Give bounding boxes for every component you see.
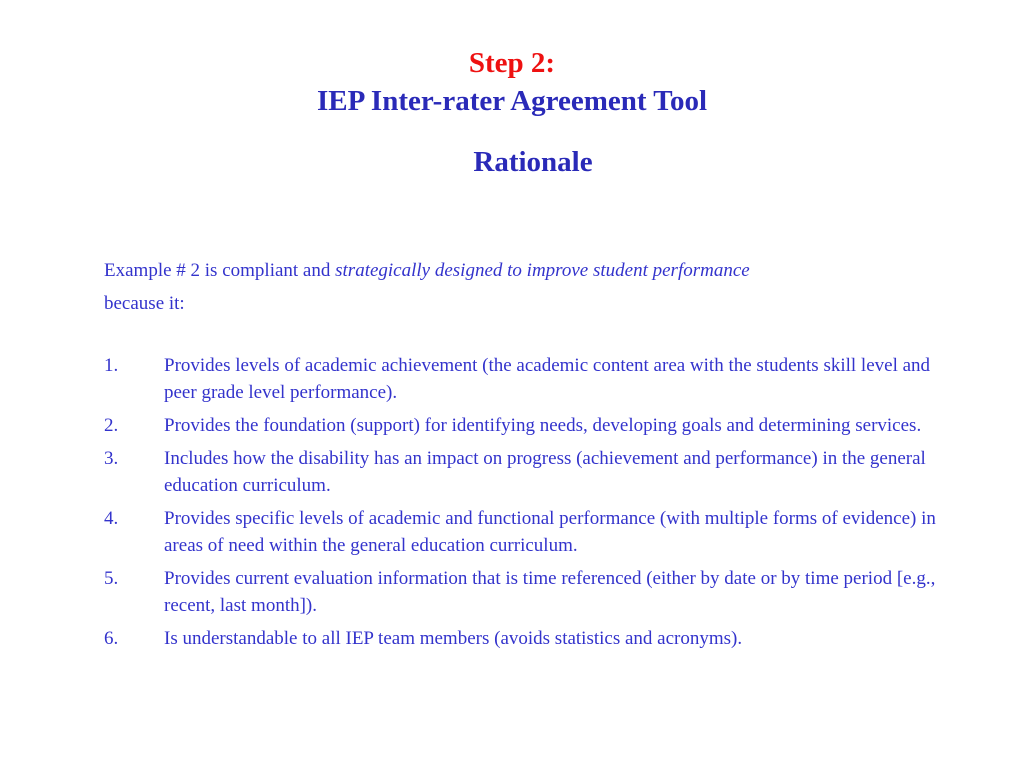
list-item-number: 4. — [104, 508, 119, 529]
list-item-text: Provides current evaluation information that is time referenced (either by date or by time period [e.g., recent, last month]). — [164, 568, 936, 616]
list-item — [104, 625, 964, 652]
list-item-number: 3. — [104, 448, 119, 469]
step-heading: Step 2: — [468, 47, 556, 79]
title-block — [0, 44, 1024, 120]
slide-subtitle: Rationale — [473, 146, 593, 178]
list-item-number: 5. — [104, 568, 119, 589]
list-item-text: Is understandable to all IEP team members (avoids statistics and acronyms). — [164, 628, 743, 649]
intro-paragraph — [104, 254, 964, 320]
list-item-text: Provides the foundation (support) for identifying needs, developing goals and determining services. — [164, 415, 922, 436]
slide-title: IEP Inter-rater Agreement Tool — [316, 85, 708, 117]
list-item-text: Includes how the disability has an impact on progress (achievement and performance) in the general education curriculum. — [164, 448, 926, 496]
list-item — [104, 352, 964, 406]
rationale-list — [104, 352, 964, 658]
list-item — [104, 445, 964, 499]
intro-emphasis: strategically designed to improve student performance — [335, 260, 750, 281]
list-item — [104, 412, 964, 439]
list-item-number: 6. — [104, 628, 119, 649]
list-item — [104, 565, 964, 619]
list-item-text: Provides specific levels of academic and functional performance (with multiple forms of evidence) in areas of need within the general education curriculum. — [164, 508, 936, 556]
list-item-number: 1. — [104, 355, 119, 376]
intro-tail: because it: — [104, 293, 185, 314]
intro-text: Example # 2 is compliant and — [104, 260, 336, 281]
list-item-text: Provides levels of academic achievement (the academic content area with the students skill level and peer grade level performance). — [164, 355, 931, 403]
list-item — [104, 505, 964, 559]
list-item-number: 2. — [104, 415, 119, 436]
